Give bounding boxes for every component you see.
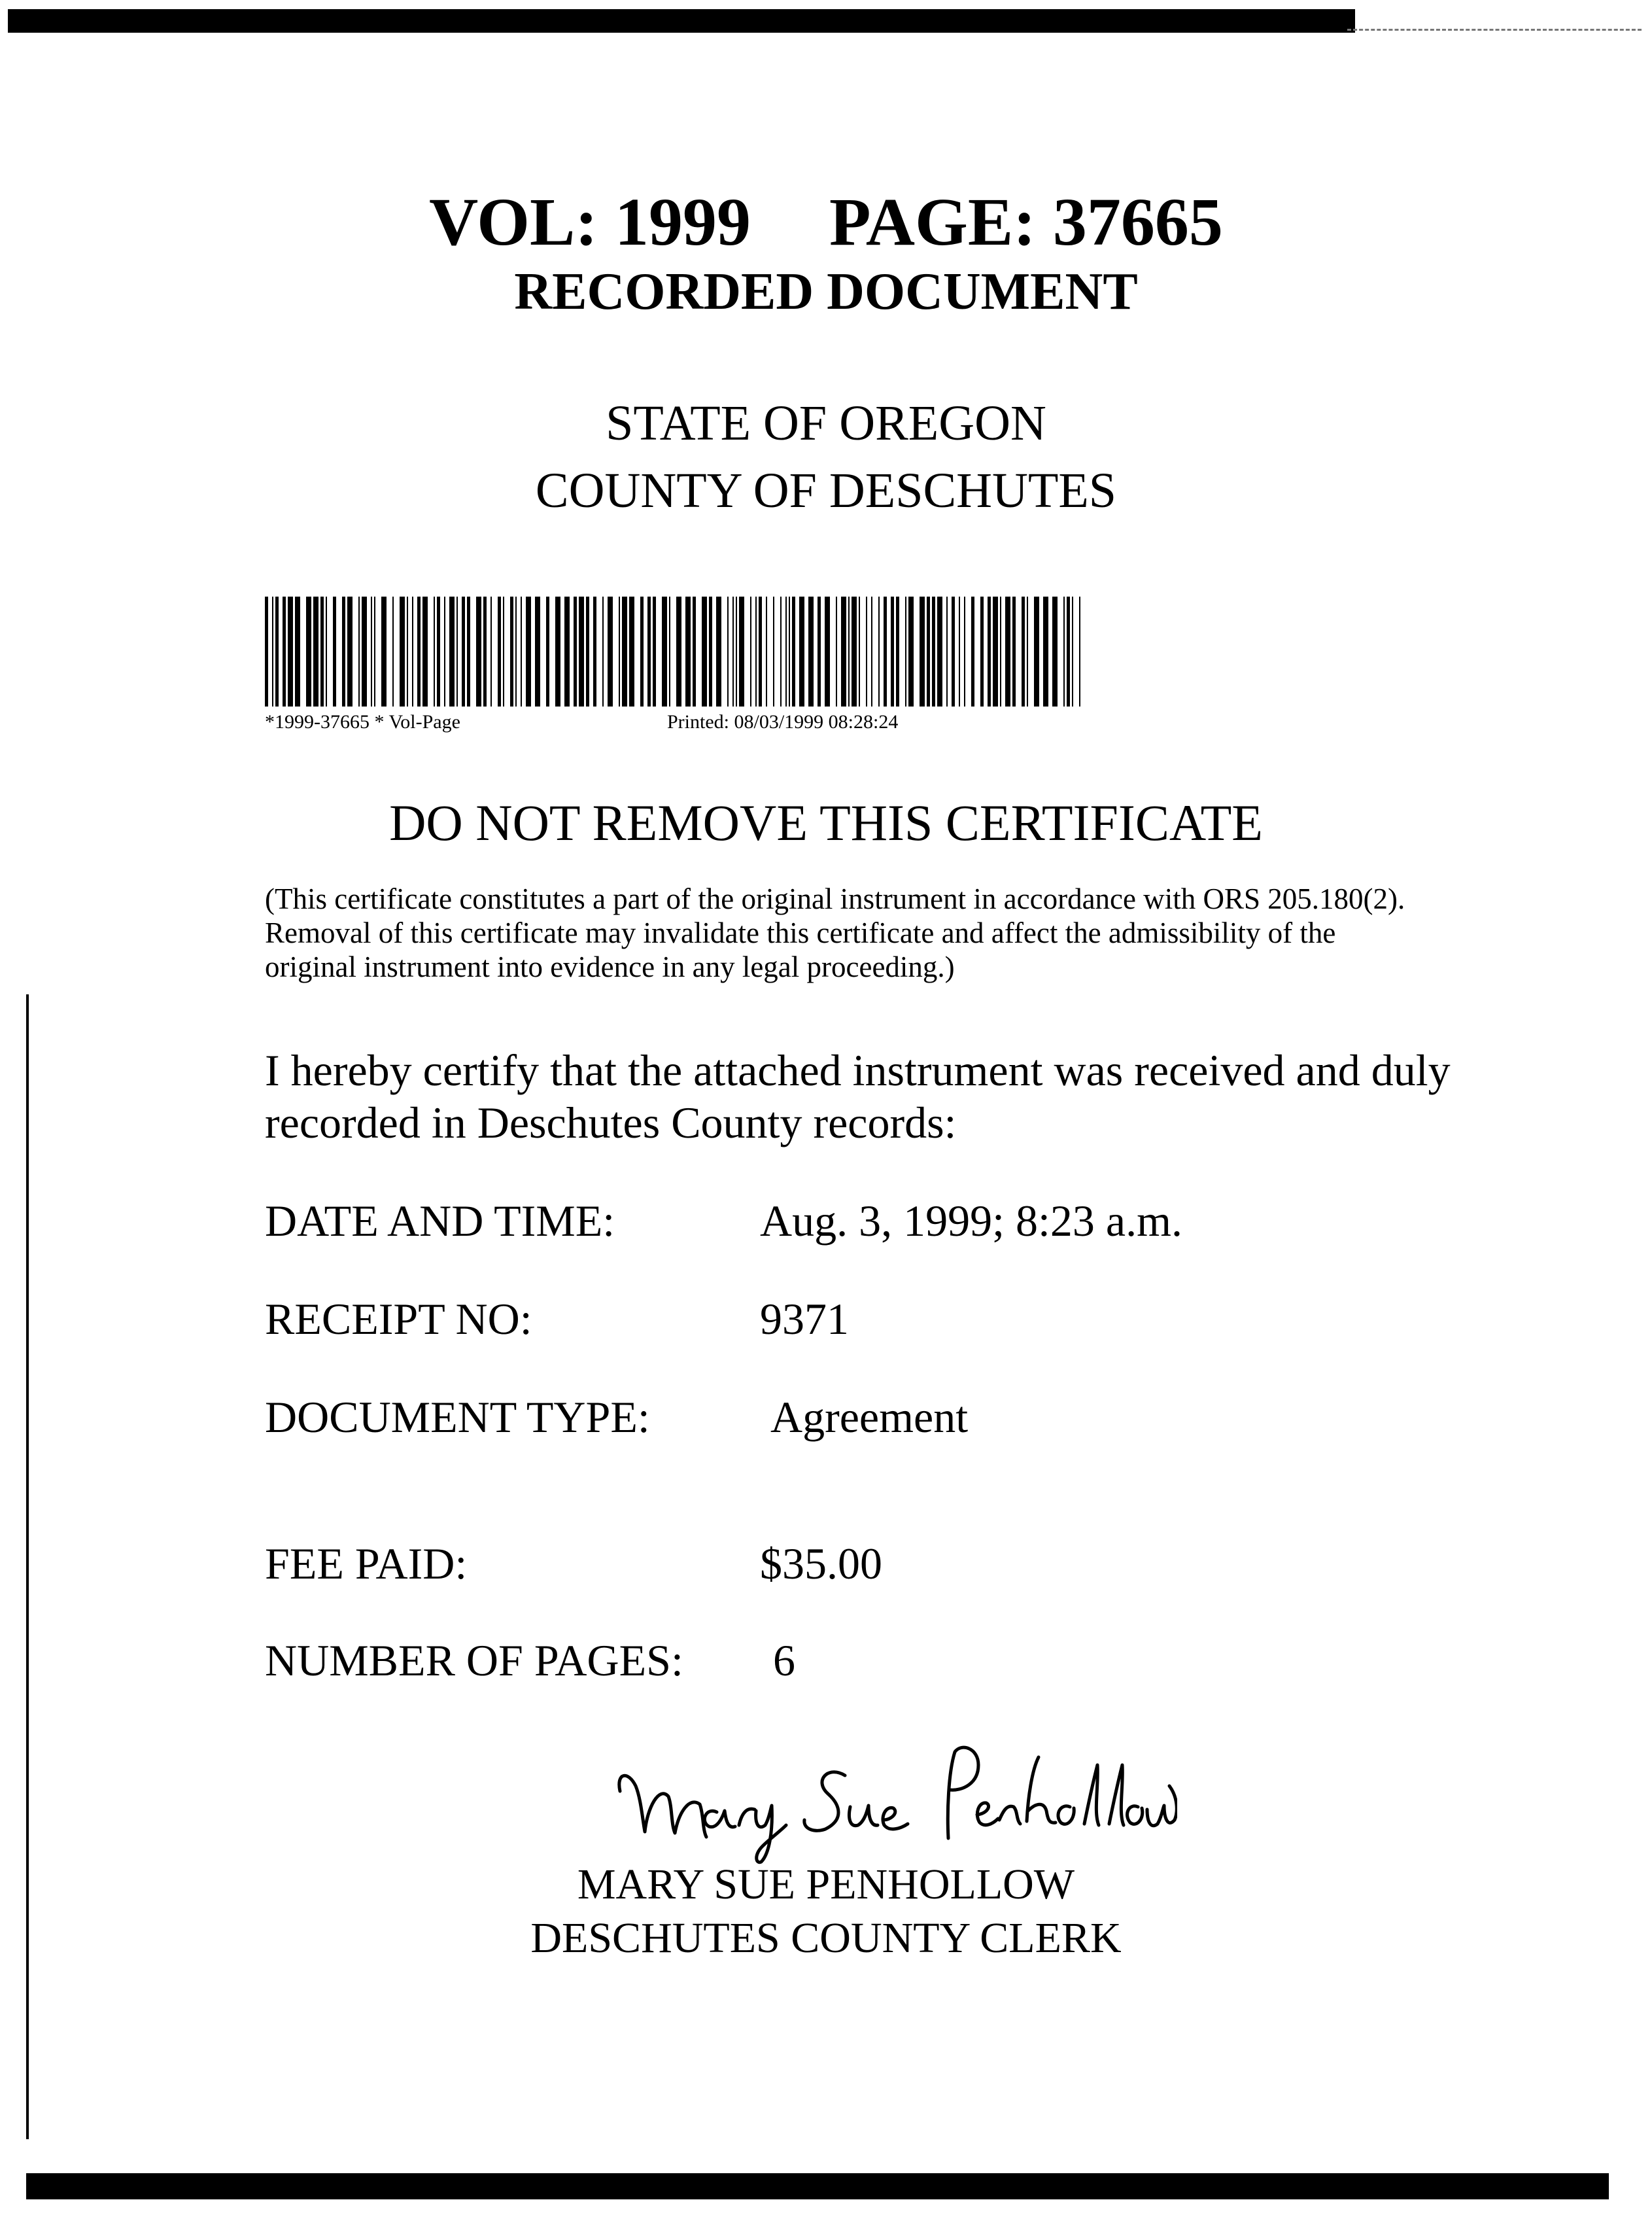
barcode-bar <box>320 597 324 707</box>
barcode-bar <box>283 597 286 707</box>
barcode-bar <box>808 597 814 707</box>
receipt-label: RECEIPT NO: <box>265 1294 532 1344</box>
barcode-bar <box>739 597 744 707</box>
scan-border-top <box>8 9 1355 33</box>
barcode-bar <box>288 597 293 707</box>
barcode-bar <box>622 597 627 707</box>
barcode-bar <box>462 597 465 707</box>
vol-page-heading <box>0 183 1652 262</box>
barcode-bar <box>685 597 691 707</box>
barcode-bar <box>653 597 656 707</box>
document-type-label: DOCUMENT TYPE: <box>265 1392 650 1442</box>
scan-border-left <box>26 994 29 2139</box>
barcode-bar <box>1005 597 1010 707</box>
barcode-bar <box>766 597 767 707</box>
warning-body: (This certificate constitutes a part of the original instrument in accordance with ORS 205.180(2). Removal of this certificate may invalidate this certificate and affect the admissibility of the original instrument into evidence in any legal proceeding.) <box>265 882 1405 983</box>
barcode-bar <box>275 597 279 707</box>
fee-label: FEE PAID: <box>265 1539 468 1588</box>
barcode-bar <box>564 597 570 707</box>
barcode-bar <box>859 597 860 707</box>
barcode-bar <box>574 597 577 707</box>
barcode-bar <box>503 597 504 707</box>
barcode-bar <box>871 597 872 707</box>
barcode-bar <box>437 597 440 707</box>
barcode-bar <box>932 597 935 707</box>
receipt-value: 9371 <box>760 1294 849 1344</box>
scan-border-top-tail <box>1347 29 1642 31</box>
page-label: PAGE: 37665 <box>829 184 1223 260</box>
barcode-bar <box>799 597 804 707</box>
barcode-bar <box>467 597 470 707</box>
clerk-signature <box>602 1734 1177 1864</box>
barcode-bar <box>407 597 408 707</box>
barcode-bar <box>896 597 899 707</box>
barcode-bar <box>785 597 787 707</box>
barcode-bar <box>1022 597 1025 707</box>
barcode-caption <box>265 710 1084 737</box>
document-title: RECORDED DOCUMENT <box>514 263 1138 321</box>
barcode-bar <box>693 597 696 707</box>
barcode-bar <box>629 597 634 707</box>
barcode-bar <box>1052 597 1058 707</box>
barcode-bar <box>959 597 960 707</box>
barcode-bar <box>852 597 857 707</box>
barcode-bar <box>422 597 428 707</box>
barcode-printed-timestamp: Printed: 08/03/1999 08:28:24 <box>667 711 899 733</box>
barcode-bar <box>891 597 894 707</box>
vol-label: VOL: 1999 <box>429 184 751 260</box>
barcode-bar <box>579 597 584 707</box>
barcode-bar <box>662 597 667 707</box>
barcode-bar <box>866 597 867 707</box>
barcode-bar <box>836 597 837 707</box>
barcode <box>265 597 1084 707</box>
barcode-bar <box>362 597 367 707</box>
barcode-bar <box>326 597 327 707</box>
barcode-bar <box>555 597 560 707</box>
certification-statement: I hereby certify that the attached instrument was received and duly recorded in Deschutes County records: <box>265 1045 1451 1147</box>
barcode-bar <box>988 597 991 707</box>
barcode-bar <box>456 597 458 707</box>
barcode-bar <box>515 597 517 707</box>
barcode-bar <box>546 597 549 707</box>
barcode-bar <box>333 597 336 707</box>
barcode-bar <box>295 597 300 707</box>
barcode-bar <box>927 597 930 707</box>
barcode-bar <box>586 597 589 707</box>
barcode-bar <box>780 597 782 707</box>
barcode-bar <box>476 597 481 707</box>
county-line: COUNTY OF DESCHUTES <box>535 463 1117 518</box>
barcode-bar <box>400 597 405 707</box>
barcode-bar <box>702 597 707 707</box>
barcode-bar <box>1000 597 1001 707</box>
barcode-bar <box>526 597 531 707</box>
barcode-bar <box>417 597 421 707</box>
barcode-bar <box>374 597 375 707</box>
barcode-bar <box>444 597 445 707</box>
barcode-bar <box>750 597 751 707</box>
barcode-bar <box>347 597 353 707</box>
barcode-bar <box>1067 597 1070 707</box>
barcode-bar <box>980 597 984 707</box>
clerk-name: MARY SUE PENHOLLOW <box>577 1861 1075 1908</box>
barcode-bar <box>640 597 644 707</box>
scan-border-bottom <box>26 2173 1609 2199</box>
barcode-bar <box>510 597 513 707</box>
barcode-bar <box>792 597 795 707</box>
barcode-bar <box>483 597 487 707</box>
barcode-bar <box>952 597 955 707</box>
warning-title: DO NOT REMOVE THIS CERTIFICATE <box>389 794 1263 851</box>
document-type-value: Agreement <box>770 1392 969 1442</box>
barcode-bar <box>602 597 604 707</box>
barcode-bar <box>727 597 729 707</box>
barcode-bar <box>1063 597 1065 707</box>
barcode-bar <box>449 597 455 707</box>
barcode-bar <box>342 597 345 707</box>
fee-value: $35.00 <box>760 1539 882 1588</box>
barcode-bar <box>676 597 681 707</box>
barcode-bar <box>608 597 613 707</box>
barcode-bar <box>759 597 762 707</box>
barcode-bar <box>392 597 394 707</box>
barcode-bar <box>381 597 387 707</box>
barcode-bar <box>964 597 965 707</box>
barcode-bar <box>619 597 620 707</box>
barcode-bar <box>1043 597 1048 707</box>
barcode-bar <box>817 597 821 707</box>
barcode-bar <box>358 597 360 707</box>
barcode-bar <box>920 597 925 707</box>
barcode-bar <box>716 597 721 707</box>
barcode-bar <box>755 597 757 707</box>
pages-label: NUMBER OF PAGES: <box>265 1635 683 1685</box>
clerk-title: DESCHUTES COUNTY CLERK <box>530 1914 1122 1962</box>
barcode-bar <box>908 597 914 707</box>
pages-value: 6 <box>773 1635 795 1685</box>
barcode-bar <box>371 597 372 707</box>
barcode-bar <box>412 597 413 707</box>
barcode-bar <box>434 597 435 707</box>
barcode-bar <box>773 597 774 707</box>
barcode-bar <box>884 597 887 707</box>
barcode-bar <box>825 597 830 707</box>
barcode-bar <box>732 597 734 707</box>
barcode-bar <box>490 597 492 707</box>
barcode-bar <box>1012 597 1016 707</box>
barcode-bar <box>905 597 906 707</box>
barcode-bar <box>306 597 311 707</box>
barcode-bar <box>946 597 948 707</box>
barcode-bar <box>993 597 998 707</box>
barcode-bar <box>265 597 268 707</box>
date-time-label: DATE AND TIME: <box>265 1196 615 1246</box>
barcode-bar <box>709 597 712 707</box>
barcode-bar <box>937 597 942 707</box>
state-line: STATE OF OREGON <box>606 396 1046 451</box>
barcode-bar <box>1034 597 1039 707</box>
barcode-bar <box>1072 597 1073 707</box>
barcode-bar <box>498 597 501 707</box>
barcode-bar <box>535 597 540 707</box>
barcode-bar <box>1027 597 1028 707</box>
barcode-bar <box>971 597 974 707</box>
barcode-bar <box>841 597 846 707</box>
barcode-bar <box>313 597 318 707</box>
barcode-id: *1999-37665 * Vol-Page <box>265 711 460 733</box>
barcode-bar <box>272 597 273 707</box>
barcode-bar <box>1079 597 1080 707</box>
barcode-bar <box>593 597 596 707</box>
barcode-bar <box>789 597 790 707</box>
barcode-bar <box>647 597 651 707</box>
barcode-bar <box>521 597 522 707</box>
barcode-bar <box>736 597 737 707</box>
barcode-bar <box>848 597 850 707</box>
barcode-bar <box>878 597 880 707</box>
barcode-bar <box>669 597 670 707</box>
date-time-value: Aug. 3, 1999; 8:23 a.m. <box>760 1196 1182 1246</box>
